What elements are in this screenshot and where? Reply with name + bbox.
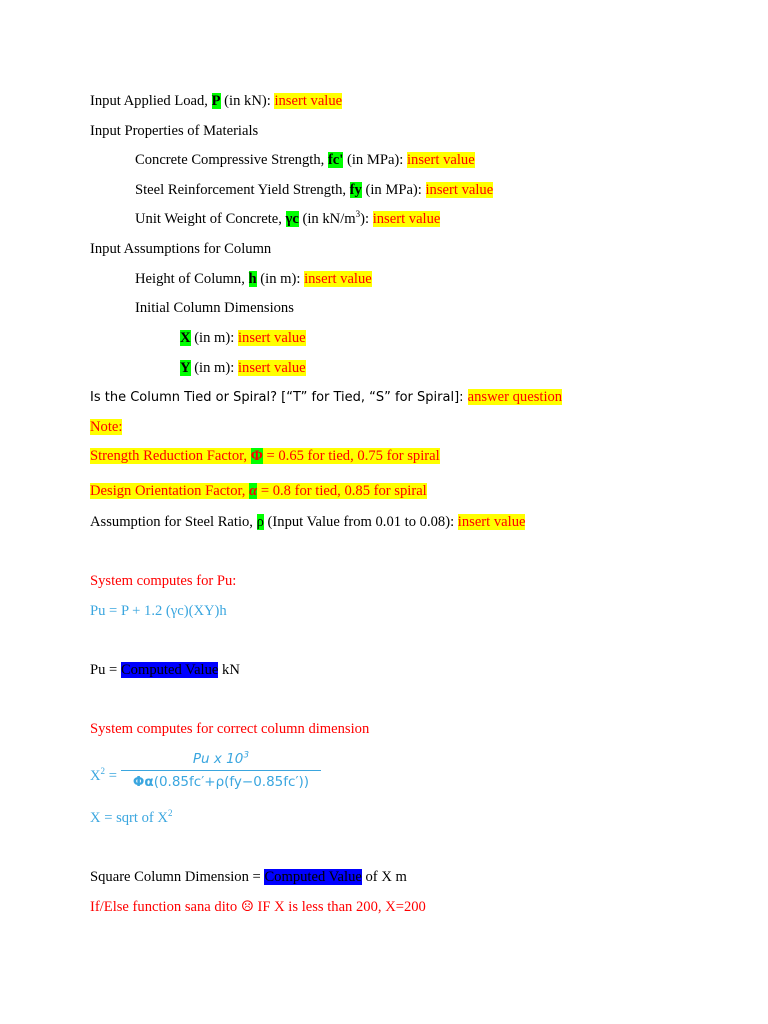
note-label (90, 418, 122, 436)
square-computed-value: Computed Value (264, 869, 362, 885)
alpha-values: = 0.8 for tied, 0.85 for spiral (257, 483, 427, 499)
alpha-symbol: α (249, 483, 258, 499)
materials-heading: Input Properties of Materials (90, 123, 259, 139)
fc-input[interactable]: insert value (407, 152, 475, 168)
height-unit: (in m): (256, 271, 305, 287)
height-input[interactable]: insert value (304, 271, 372, 287)
x-sqrt-text: X = sqrt of X (90, 810, 168, 826)
x2-equals: = (105, 768, 117, 784)
alpha-line (90, 482, 427, 500)
y-symbol: Y (180, 360, 191, 376)
gamma-input[interactable]: insert value (372, 211, 441, 227)
y-unit: (in m): (190, 360, 238, 376)
load-label: Input Applied Load, (90, 93, 212, 109)
fc-unit: (in MPa): (343, 152, 407, 168)
gamma-unit-close: ): (360, 211, 373, 227)
fc-symbol: fc' (327, 152, 344, 168)
note-text: Note: (90, 419, 123, 435)
x2-var: X (90, 768, 101, 784)
gamma-symbol: γc (285, 211, 299, 227)
square-line (90, 868, 407, 886)
pu-result-unit: kN (218, 662, 240, 678)
phi-symbol: Φ (250, 448, 263, 464)
dim-heading: System computes for correct column dimension (90, 721, 370, 737)
load-unit: (in kN): (220, 93, 275, 109)
phi-label: Strength Reduction Factor, (90, 448, 251, 464)
rho-input[interactable]: insert value (457, 514, 526, 530)
tied-line (90, 388, 562, 407)
pu-result-label: Pu = (90, 662, 121, 678)
x2-sup: 2 (100, 766, 106, 777)
load-symbol: P (211, 93, 221, 109)
rho-line (90, 513, 525, 531)
x2-denominator-text: (0.85fc′+ρ(fy−0.85fc′)) (153, 774, 310, 790)
load-line (90, 92, 342, 110)
fy-symbol: fy (349, 182, 362, 198)
phi-line (90, 447, 440, 465)
tied-question: Is the Column Tied or Spiral? [“T” for Tied, “S” for Spiral]: (90, 390, 468, 405)
height-line (135, 270, 372, 288)
rho-range: (Input Value from 0.01 to 0.08): (263, 514, 458, 530)
fy-label: Steel Reinforcement Yield Strength, (135, 182, 350, 198)
x2-fraction (121, 751, 321, 790)
x-dim-line (180, 329, 306, 347)
tied-input[interactable]: answer question (467, 389, 563, 405)
gamma-unit-sup: 3 (355, 209, 361, 220)
gamma-unit: (in kN/m (298, 211, 356, 227)
phi-alpha: Φα (132, 774, 154, 790)
pu-result-line (90, 661, 240, 679)
x2-lhs (90, 767, 117, 785)
fc-line (135, 151, 475, 169)
x-unit: (in m): (190, 330, 238, 346)
alpha-label: Design Orientation Factor, (90, 483, 250, 499)
ifelse-note: If/Else function sana dito ☹ IF X is less than 200, X=200 (90, 899, 426, 915)
height-label: Height of Column, (135, 271, 249, 287)
gamma-line (135, 210, 440, 228)
height-symbol: h (248, 271, 257, 287)
square-label: Square Column Dimension = (90, 869, 265, 885)
fy-input[interactable]: insert value (425, 182, 494, 198)
rho-symbol: ρ (256, 514, 264, 530)
gamma-label: Unit Weight of Concrete, (135, 211, 286, 227)
y-input[interactable]: insert value (237, 360, 306, 376)
fc-label: Concrete Compressive Strength, (135, 152, 328, 168)
x-symbol: X (180, 330, 191, 346)
y-dim-line (180, 359, 306, 377)
x2-numerator-sup: 3 (243, 750, 250, 761)
phi-values: = 0.65 for tied, 0.75 for spiral (262, 448, 440, 464)
assumptions-heading: Input Assumptions for Column (90, 241, 272, 257)
x-sqrt-line (90, 809, 172, 827)
pu-formula: Pu = P + 1.2 (γc)(XY)h (90, 603, 227, 619)
dims-heading: Initial Column Dimensions (135, 300, 294, 316)
x2-denominator (121, 770, 321, 790)
x-input[interactable]: insert value (237, 330, 306, 346)
x2-numerator (121, 751, 321, 770)
square-unit: of X m (361, 869, 407, 885)
pu-computed-value: Computed Value (120, 662, 219, 678)
rho-label: Assumption for Steel Ratio, (90, 514, 257, 530)
fy-line (135, 181, 493, 199)
pu-heading: System computes for Pu: (90, 573, 237, 589)
fy-unit: (in MPa): (361, 182, 426, 198)
load-input[interactable]: insert value (274, 93, 343, 109)
x2-numerator-text: Pu x 10 (192, 751, 244, 767)
x-sqrt-sup: 2 (167, 808, 173, 819)
